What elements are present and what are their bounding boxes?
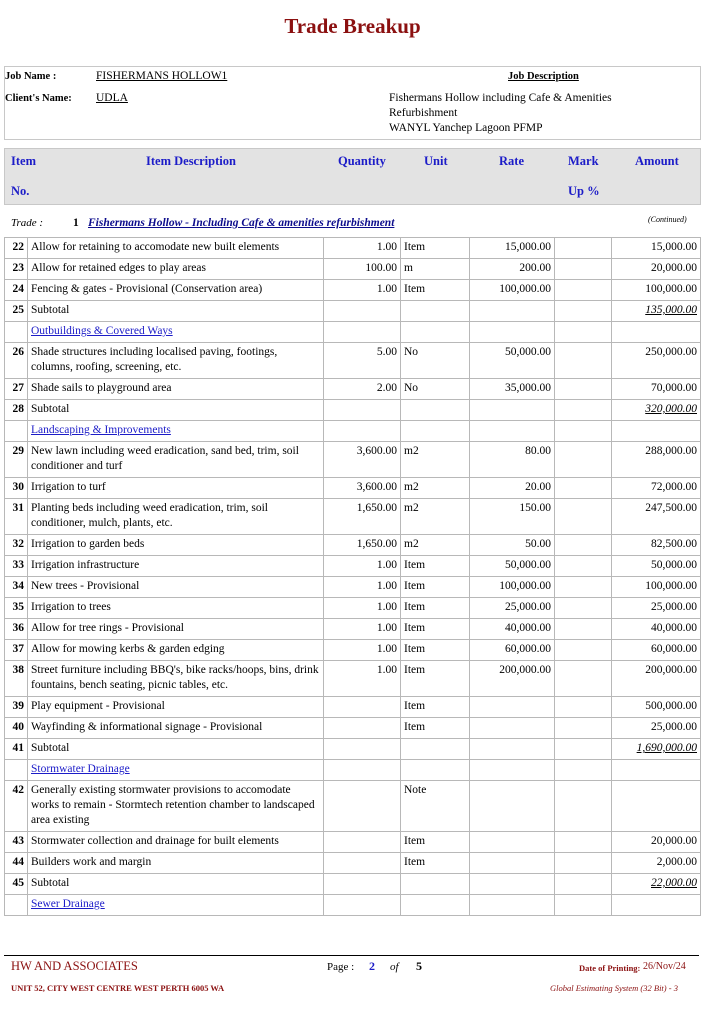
item-markup (555, 379, 612, 400)
page-title: Trade Breakup (284, 14, 421, 38)
item-amount: 500,000.00 (612, 697, 701, 718)
table-row (5, 478, 701, 499)
item-rate: 20.00 (470, 478, 555, 499)
item-unit: Item (401, 640, 470, 661)
item-markup (555, 640, 612, 661)
item-quantity (324, 697, 401, 718)
header-no: No. (11, 184, 30, 198)
item-unit (401, 400, 470, 421)
item-description: Subtotal (28, 739, 324, 760)
item-rate (470, 400, 555, 421)
table-row (5, 640, 701, 661)
total-pages: 5 (416, 959, 422, 973)
client-name-label: Client's Name: (5, 93, 72, 104)
item-amount: 50,000.00 (612, 556, 701, 577)
item-rate (470, 301, 555, 322)
item-amount: 70,000.00 (612, 379, 701, 400)
item-number: 28 (5, 400, 28, 421)
item-unit (401, 874, 470, 895)
item-quantity: 1,650.00 (324, 535, 401, 556)
item-number: 32 (5, 535, 28, 556)
item-number: 22 (5, 238, 28, 259)
item-number (5, 895, 28, 916)
item-description: Landscaping & Improvements (28, 421, 324, 442)
item-description: Subtotal (28, 400, 324, 421)
item-number (5, 760, 28, 781)
item-unit: Item (401, 556, 470, 577)
table-row (5, 259, 701, 280)
item-markup (555, 400, 612, 421)
item-markup (555, 280, 612, 301)
table-row (5, 343, 701, 379)
item-unit (401, 895, 470, 916)
item-number: 39 (5, 697, 28, 718)
table-row (5, 556, 701, 577)
item-markup (555, 718, 612, 739)
table-row (5, 697, 701, 718)
item-unit: Item (401, 280, 470, 301)
item-markup (555, 301, 612, 322)
page-of: of (390, 961, 399, 973)
item-amount: 72,000.00 (612, 478, 701, 499)
item-rate (470, 322, 555, 343)
system-name: Global Estimating System (32 Bit) - 3 (550, 983, 678, 993)
item-unit: Item (401, 832, 470, 853)
date-label: Date of Printing: (579, 963, 641, 973)
item-unit: Item (401, 718, 470, 739)
item-number: 41 (5, 739, 28, 760)
footer-address: UNIT 52, CITY WEST CENTRE WEST PERTH 6005 WA (11, 983, 225, 993)
item-unit (401, 739, 470, 760)
item-rate (470, 832, 555, 853)
item-amount: 1,690,000.00 (612, 739, 701, 760)
item-unit: Item (401, 661, 470, 697)
item-markup (555, 874, 612, 895)
item-description: Allow for mowing kerbs & garden edging (28, 640, 324, 661)
job-name-value: FISHERMANS HOLLOW1 (96, 70, 228, 82)
item-number: 24 (5, 280, 28, 301)
item-markup (555, 322, 612, 343)
item-number: 23 (5, 259, 28, 280)
item-rate: 100,000.00 (470, 280, 555, 301)
table-row (5, 535, 701, 556)
item-description: Fencing & gates - Provisional (Conservation area) (28, 280, 324, 301)
item-markup (555, 478, 612, 499)
item-description: Outbuildings & Covered Ways (28, 322, 324, 343)
item-amount: 60,000.00 (612, 640, 701, 661)
item-amount (612, 781, 701, 832)
item-amount: 20,000.00 (612, 832, 701, 853)
item-amount (612, 322, 701, 343)
item-rate: 15,000.00 (470, 238, 555, 259)
item-unit: Item (401, 577, 470, 598)
item-rate: 25,000.00 (470, 598, 555, 619)
item-markup (555, 661, 612, 697)
header-markup-line2: Up % (568, 184, 600, 198)
item-rate (470, 421, 555, 442)
item-number: 45 (5, 874, 28, 895)
item-quantity (324, 781, 401, 832)
trade-label: Trade : (11, 217, 44, 229)
item-description: Play equipment - Provisional (28, 697, 324, 718)
item-quantity (324, 322, 401, 343)
item-quantity: 1.00 (324, 661, 401, 697)
items-table (4, 237, 701, 916)
item-amount: 100,000.00 (612, 577, 701, 598)
table-row (5, 853, 701, 874)
table-row (5, 598, 701, 619)
table-row (5, 577, 701, 598)
item-amount: 135,000.00 (612, 301, 701, 322)
item-markup (555, 760, 612, 781)
item-description: Allow for tree rings - Provisional (28, 619, 324, 640)
item-amount: 2,000.00 (612, 853, 701, 874)
item-unit (401, 760, 470, 781)
item-unit: Note (401, 781, 470, 832)
item-rate: 200.00 (470, 259, 555, 280)
item-quantity (324, 718, 401, 739)
subtotal-row (5, 739, 701, 760)
item-amount: 25,000.00 (612, 718, 701, 739)
item-rate: 35,000.00 (470, 379, 555, 400)
item-unit: Item (401, 598, 470, 619)
header-rate: Rate (499, 154, 524, 168)
section-row (5, 760, 701, 781)
item-number: 42 (5, 781, 28, 832)
item-markup (555, 556, 612, 577)
client-name-value: UDLA (96, 92, 128, 104)
item-number: 33 (5, 556, 28, 577)
item-rate: 40,000.00 (470, 619, 555, 640)
item-number: 31 (5, 499, 28, 535)
item-quantity (324, 421, 401, 442)
item-rate: 50,000.00 (470, 556, 555, 577)
item-description: Irrigation to garden beds (28, 535, 324, 556)
item-number: 27 (5, 379, 28, 400)
item-amount: 100,000.00 (612, 280, 701, 301)
item-quantity (324, 301, 401, 322)
item-description: Subtotal (28, 874, 324, 895)
item-number (5, 322, 28, 343)
item-number: 25 (5, 301, 28, 322)
item-rate (470, 760, 555, 781)
item-markup (555, 619, 612, 640)
page-label: Page : (327, 961, 355, 973)
item-quantity: 3,600.00 (324, 442, 401, 478)
item-rate (470, 718, 555, 739)
item-description: Planting beds including weed eradication, trim, soil conditioner, mulch, plants, etc. (28, 499, 324, 535)
item-quantity: 1.00 (324, 619, 401, 640)
subtotal-row (5, 301, 701, 322)
item-amount: 22,000.00 (612, 874, 701, 895)
table-row (5, 661, 701, 697)
item-quantity: 1.00 (324, 238, 401, 259)
header-unit: Unit (424, 154, 448, 168)
item-rate (470, 781, 555, 832)
item-quantity (324, 874, 401, 895)
item-unit: Item (401, 238, 470, 259)
item-description: New trees - Provisional (28, 577, 324, 598)
item-unit: m2 (401, 499, 470, 535)
table-row (5, 781, 701, 832)
item-amount: 25,000.00 (612, 598, 701, 619)
item-quantity: 100.00 (324, 259, 401, 280)
item-rate: 100,000.00 (470, 577, 555, 598)
item-number: 29 (5, 442, 28, 478)
item-quantity: 1.00 (324, 280, 401, 301)
item-description: Shade sails to playground area (28, 379, 324, 400)
item-markup (555, 853, 612, 874)
item-amount (612, 760, 701, 781)
header-amount: Amount (635, 154, 679, 168)
footer-divider (4, 955, 699, 956)
item-unit (401, 421, 470, 442)
item-markup (555, 343, 612, 379)
item-amount: 200,000.00 (612, 661, 701, 697)
item-amount: 247,500.00 (612, 499, 701, 535)
item-description: Subtotal (28, 301, 324, 322)
job-description-line: Fishermans Hollow including Cafe & Amenities (389, 92, 612, 104)
item-quantity: 1,650.00 (324, 499, 401, 535)
item-description: Shade structures including localised paving, footings, columns, roofing, screening, etc. (28, 343, 324, 379)
item-markup (555, 598, 612, 619)
item-markup (555, 781, 612, 832)
item-amount (612, 895, 701, 916)
item-number (5, 421, 28, 442)
item-amount: 15,000.00 (612, 238, 701, 259)
item-markup (555, 577, 612, 598)
print-date: 26/Nov/24 (643, 961, 686, 972)
item-rate: 150.00 (470, 499, 555, 535)
item-amount: 250,000.00 (612, 343, 701, 379)
item-description: New lawn including weed eradication, sand bed, trim, soil conditioner and turf (28, 442, 324, 478)
item-markup (555, 535, 612, 556)
item-number: 37 (5, 640, 28, 661)
item-unit: No (401, 379, 470, 400)
item-quantity (324, 760, 401, 781)
item-number: 26 (5, 343, 28, 379)
section-row (5, 895, 701, 916)
item-rate (470, 739, 555, 760)
item-rate: 80.00 (470, 442, 555, 478)
item-quantity: 1.00 (324, 640, 401, 661)
job-description-line: WANYL Yanchep Lagoon PFMP (389, 122, 543, 134)
item-description: Street furniture including BBQ's, bike racks/hoops, bins, drink fountains, bench seating, picnic tables, etc. (28, 661, 324, 697)
item-quantity: 5.00 (324, 343, 401, 379)
item-unit: m2 (401, 442, 470, 478)
item-description: Irrigation to turf (28, 478, 324, 499)
item-markup (555, 832, 612, 853)
item-description: Allow for retaining to accomodate new built elements (28, 238, 324, 259)
section-row (5, 322, 701, 343)
item-markup (555, 739, 612, 760)
item-markup (555, 238, 612, 259)
item-unit (401, 322, 470, 343)
item-quantity: 1.00 (324, 556, 401, 577)
item-markup (555, 442, 612, 478)
job-info-box (4, 66, 701, 140)
item-quantity (324, 400, 401, 421)
item-description: Stormwater collection and drainage for built elements (28, 832, 324, 853)
item-number: 38 (5, 661, 28, 697)
item-markup (555, 499, 612, 535)
table-header (4, 148, 701, 205)
table-row (5, 280, 701, 301)
job-description-label: Job Description (508, 71, 579, 82)
item-number: 44 (5, 853, 28, 874)
item-amount: 40,000.00 (612, 619, 701, 640)
table-row (5, 832, 701, 853)
item-description: Generally existing stormwater provisions to accomodate works to remain - Stormtech retention chamber to landscaped area existing (28, 781, 324, 832)
item-description: Irrigation to trees (28, 598, 324, 619)
item-markup (555, 895, 612, 916)
item-rate: 50.00 (470, 535, 555, 556)
item-quantity (324, 832, 401, 853)
item-unit: Item (401, 853, 470, 874)
header-quantity: Quantity (338, 154, 386, 168)
item-number: 36 (5, 619, 28, 640)
item-quantity (324, 853, 401, 874)
item-quantity (324, 895, 401, 916)
item-unit: m (401, 259, 470, 280)
item-quantity (324, 739, 401, 760)
item-quantity: 3,600.00 (324, 478, 401, 499)
item-description: Stormwater Drainage (28, 760, 324, 781)
table-row (5, 238, 701, 259)
item-number: 34 (5, 577, 28, 598)
table-row (5, 499, 701, 535)
table-row (5, 619, 701, 640)
item-description: Wayfinding & informational signage - Provisional (28, 718, 324, 739)
item-description: Irrigation infrastructure (28, 556, 324, 577)
subtotal-row (5, 874, 701, 895)
item-unit: Item (401, 619, 470, 640)
item-number: 35 (5, 598, 28, 619)
trade-row (4, 214, 699, 236)
item-rate: 50,000.00 (470, 343, 555, 379)
item-number: 40 (5, 718, 28, 739)
trade-name: Fishermans Hollow - Including Cafe & amenities refurbishment (88, 217, 395, 229)
item-number: 30 (5, 478, 28, 499)
item-unit: Item (401, 697, 470, 718)
item-rate: 60,000.00 (470, 640, 555, 661)
subtotal-row (5, 400, 701, 421)
item-unit: m2 (401, 535, 470, 556)
item-unit: m2 (401, 478, 470, 499)
table-row (5, 718, 701, 739)
item-amount: 20,000.00 (612, 259, 701, 280)
item-rate (470, 874, 555, 895)
item-quantity: 1.00 (324, 598, 401, 619)
item-rate: 200,000.00 (470, 661, 555, 697)
item-rate (470, 853, 555, 874)
continued-note: (Continued) (648, 215, 687, 224)
item-markup (555, 697, 612, 718)
item-quantity: 2.00 (324, 379, 401, 400)
table-row (5, 442, 701, 478)
header-item: Item (11, 154, 36, 168)
item-unit (401, 301, 470, 322)
job-name-label: Job Name : (5, 71, 57, 82)
job-description-line: Refurbishment (389, 107, 458, 119)
item-amount: 82,500.00 (612, 535, 701, 556)
item-unit: No (401, 343, 470, 379)
item-description: Builders work and margin (28, 853, 324, 874)
section-row (5, 421, 701, 442)
item-rate (470, 697, 555, 718)
page-number: 2 (369, 959, 375, 973)
item-markup (555, 421, 612, 442)
item-amount: 320,000.00 (612, 400, 701, 421)
item-description: Allow for retained edges to play areas (28, 259, 324, 280)
header-description: Item Description (146, 154, 236, 168)
item-rate (470, 895, 555, 916)
item-quantity: 1.00 (324, 577, 401, 598)
trade-number: 1 (73, 217, 79, 229)
table-row (5, 379, 701, 400)
item-number: 43 (5, 832, 28, 853)
item-amount (612, 421, 701, 442)
header-markup: Mark (568, 154, 599, 168)
item-amount: 288,000.00 (612, 442, 701, 478)
footer-company: HW AND ASSOCIATES (11, 959, 138, 973)
item-description: Sewer Drainage (28, 895, 324, 916)
item-markup (555, 259, 612, 280)
